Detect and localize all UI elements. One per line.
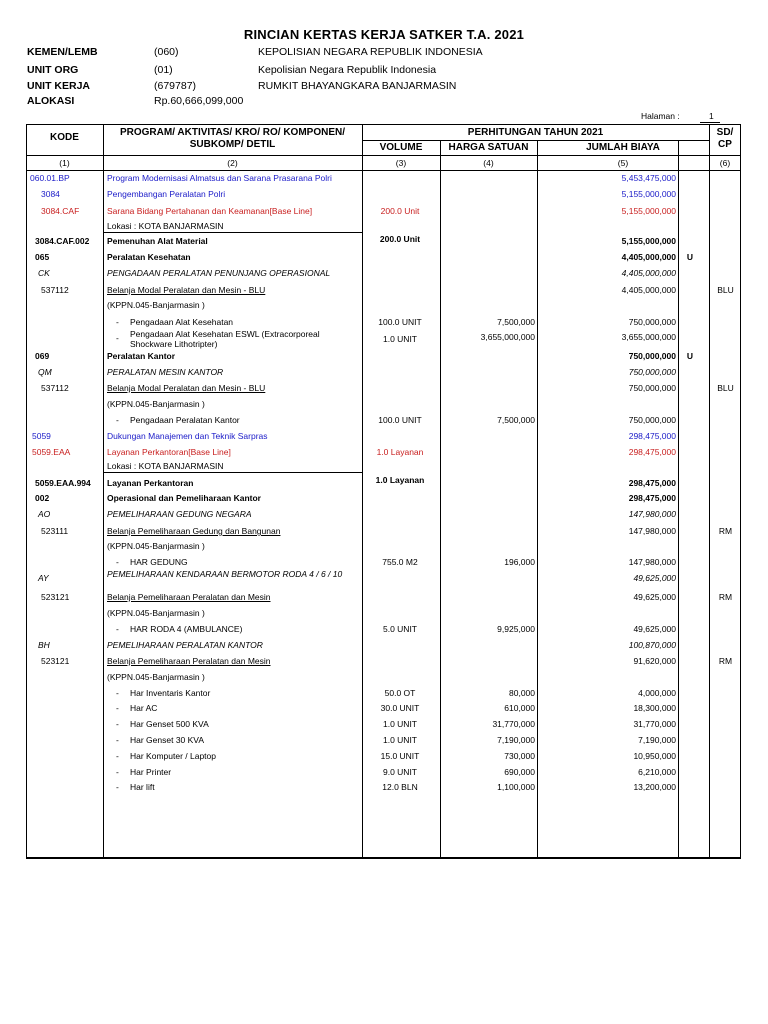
row-item: Har AC: [130, 703, 158, 713]
row-code: 523121: [41, 656, 70, 666]
row-sd: BLU: [717, 285, 734, 295]
row-code: CK: [38, 268, 50, 278]
table-bottom-line: [26, 858, 741, 859]
header-key-unit-kerja: UNIT KERJA: [27, 80, 91, 92]
page-number-underline: [700, 122, 720, 123]
row-code: 5059: [32, 431, 51, 441]
row-total: 4,405,000,000: [621, 268, 676, 278]
row-kppn: (KPPN.045-Banjarmasin ): [107, 300, 205, 310]
row-code: QM: [38, 367, 52, 377]
row-item: Pengadaan Alat Kesehatan ESWL (Extracorporeal Shockware Lithotripter): [130, 329, 320, 349]
row-volume: 755.0 M2: [382, 557, 418, 567]
page-number: 1: [709, 111, 714, 121]
col-header-harga-satuan: HARGA SATUAN: [448, 142, 529, 153]
row-price: 3,655,000,000: [480, 332, 535, 342]
row-bullet: -: [116, 333, 119, 343]
col-divider-6: [709, 124, 710, 858]
row-item: Pengadaan Alat Kesehatan: [130, 317, 234, 327]
row-location: Lokasi : KOTA BANJARMASIN: [107, 461, 224, 471]
col-header-program-line1: PROGRAM/ AKTIVITAS/ KRO/ RO/ KOMPONEN/: [119, 127, 345, 138]
row-program: Pengembangan Peralatan Polri: [107, 189, 226, 199]
row-bullet: -: [116, 767, 119, 777]
row-total: 5,155,000,000: [621, 236, 676, 246]
row-program: PEMELIHARAAN GEDUNG NEGARA: [107, 509, 252, 519]
row-u-flag: U: [686, 252, 694, 262]
row-u-flag: U: [686, 351, 694, 361]
row-code: 065: [35, 252, 50, 262]
row-total: 6,210,000: [638, 767, 676, 777]
row-total: 5,155,000,000: [621, 189, 676, 199]
row-total: 49,625,000: [633, 573, 676, 583]
row-price: 196,000: [504, 557, 535, 567]
row-price: 7,500,000: [497, 317, 535, 327]
column-number-divider: [26, 170, 741, 171]
col-divider-1: [103, 124, 104, 858]
row-program: Layanan Perkantoran: [107, 478, 194, 488]
row-program: Pemenuhan Alat Material: [107, 236, 208, 246]
row-code: 523111: [41, 526, 69, 536]
col-divider-5: [678, 140, 679, 858]
row-program: Sarana Bidang Pertahanan dan Keamanan[Base Line]: [107, 206, 313, 216]
row-volume: 1.0 Layanan: [376, 447, 424, 457]
row-total: 298,475,000: [628, 447, 676, 457]
row-kppn: (KPPN.045-Banjarmasin ): [107, 672, 205, 682]
row-total: 298,475,000: [628, 493, 676, 503]
col-header-sd: SD/: [716, 127, 734, 138]
row-item: Har lift: [130, 782, 155, 792]
row-price: 7,500,000: [497, 415, 535, 425]
header-value-unit-kerja: RUMKIT BHAYANGKARA BANJARMASIN: [258, 80, 457, 92]
row-bullet: -: [116, 415, 119, 425]
row-bullet: -: [116, 317, 119, 327]
header-value-kemen: KEPOLISIAN NEGARA REPUBLIK INDONESIA: [258, 46, 483, 58]
row-code: 5059.EAA: [32, 447, 71, 457]
row-program: PEMELIHARAAN PERALATAN KANTOR: [107, 640, 263, 650]
row-volume: 5.0 UNIT: [382, 624, 417, 634]
row-total: 750,000,000: [628, 317, 676, 327]
row-program: Dukungan Manajemen dan Teknik Sarpras: [107, 431, 268, 441]
header-key-kemen: KEMEN/LEMB: [27, 46, 98, 58]
row-code: 3084.CAF: [41, 206, 80, 216]
col-header-volume: VOLUME: [379, 142, 423, 153]
row-program: Belanja Modal Peralatan dan Mesin - BLU: [107, 285, 266, 295]
location-underline: [103, 472, 362, 473]
col-header-cp: CP: [718, 139, 732, 150]
row-item: HAR RODA 4 (AMBULANCE): [130, 624, 243, 634]
row-bullet: -: [116, 703, 119, 713]
row-total: 10,950,000: [633, 751, 676, 761]
row-total: 298,475,000: [628, 478, 676, 488]
col-number-1: (1): [59, 158, 70, 168]
row-location: Lokasi : KOTA BANJARMASIN: [107, 221, 224, 231]
row-price: 31,770,000: [492, 719, 535, 729]
row-item: Har Inventaris Kantor: [130, 688, 211, 698]
row-code: AY: [38, 573, 49, 583]
col-header-program-line2: SUBKOMP/ DETIL: [189, 139, 276, 150]
row-code: 3084: [41, 189, 60, 199]
row-code: 002: [35, 493, 50, 503]
row-total: 298,475,000: [628, 431, 676, 441]
col-header-kode: KODE: [50, 132, 79, 143]
row-code: 060.01.BP: [30, 173, 70, 183]
row-volume: 12.0 BLN: [382, 782, 418, 792]
row-total: 147,980,000: [628, 557, 676, 567]
row-bullet: -: [116, 688, 119, 698]
col-number-6: (6): [719, 158, 731, 168]
row-total: 5,155,000,000: [621, 206, 676, 216]
row-volume: 1.0 UNIT: [382, 735, 417, 745]
row-program: Program Modernisasi Almatsus dan Sarana Prasarana Polri: [107, 173, 332, 183]
row-volume: 9.0 UNIT: [382, 767, 417, 777]
row-bullet: -: [116, 751, 119, 761]
header-code-unit-org: (01): [154, 64, 173, 76]
row-item: Har Komputer / Laptop: [130, 751, 216, 761]
row-total: 91,620,000: [633, 656, 676, 666]
row-item: Har Genset 30 KVA: [130, 735, 205, 745]
row-program: Peralatan Kesehatan: [107, 252, 191, 262]
row-total: 49,625,000: [633, 592, 676, 602]
row-total: 4,405,000,000: [621, 285, 676, 295]
header-key-alokasi: ALOKASI: [27, 95, 75, 107]
row-volume: 200.0 Unit: [379, 234, 421, 244]
row-total: 13,200,000: [633, 782, 676, 792]
row-kppn: (KPPN.045-Banjarmasin ): [107, 608, 205, 618]
header-code-alokasi: Rp.60,666,099,000: [154, 95, 244, 107]
row-program: Layanan Perkantoran[Base Line]: [107, 447, 231, 457]
row-item: Har Genset 500 KVA: [130, 719, 209, 729]
col-number-4: (4): [483, 158, 494, 168]
row-total: 4,000,000: [638, 688, 676, 698]
row-volume: 100.0 UNIT: [378, 415, 422, 425]
row-code: 069: [35, 351, 50, 361]
row-total: 18,300,000: [633, 703, 676, 713]
row-sd: BLU: [717, 383, 734, 393]
row-price: 80,000: [509, 688, 535, 698]
row-code: 523121: [41, 592, 70, 602]
row-price: 730,000: [504, 751, 535, 761]
row-program: Belanja Pemeliharaan Peralatan dan Mesin: [107, 656, 271, 666]
perhitungan-divider: [362, 140, 709, 141]
row-volume: 1.0 Layanan: [375, 475, 425, 485]
header-value-unit-org: Kepolisian Negara Republik Indonesia: [258, 64, 437, 76]
row-total: 750,000,000: [628, 383, 676, 393]
row-kppn: (KPPN.045-Banjarmasin ): [107, 399, 205, 409]
col-header-jumlah-biaya: JUMLAH BIAYA: [586, 142, 660, 153]
row-code: 3084.CAF.002: [35, 236, 90, 246]
row-volume: 30.0 UNIT: [380, 703, 420, 713]
row-price: 690,000: [504, 767, 535, 777]
row-volume: 1.0 UNIT: [382, 719, 417, 729]
row-volume: 15.0 UNIT: [380, 751, 420, 761]
row-total: 147,980,000: [628, 526, 676, 536]
row-price: 610,000: [504, 703, 535, 713]
row-program: PERALATAN MESIN KANTOR: [107, 367, 224, 377]
row-sd: RM: [718, 656, 733, 666]
row-code: BH: [38, 640, 50, 650]
row-sd: RM: [718, 592, 733, 602]
row-price: 7,190,000: [497, 735, 535, 745]
header-code-unit-kerja: (679787): [154, 80, 197, 92]
row-total: 31,770,000: [633, 719, 676, 729]
row-total: 4,405,000,000: [621, 252, 676, 262]
header-divider: [26, 155, 741, 156]
row-total: 750,000,000: [628, 415, 676, 425]
col-number-2: (2): [227, 158, 238, 168]
row-code: 537112: [41, 383, 69, 393]
row-bullet: -: [116, 557, 119, 567]
row-sd: RM: [718, 526, 733, 536]
row-program: PEMELIHARAAN KENDARAAN BERMOTOR RODA 4 / 6 / 10: [107, 569, 343, 579]
row-code: 537112: [41, 285, 69, 295]
row-item: HAR GEDUNG: [130, 557, 188, 567]
row-program: Belanja Pemeliharaan Gedung dan Bangunan: [107, 526, 281, 536]
row-price: 1,100,000: [497, 782, 535, 792]
row-code: AO: [38, 509, 51, 519]
row-volume: 1.0 UNIT: [382, 334, 417, 344]
row-bullet: -: [116, 624, 119, 634]
header-code-kemen: (060): [154, 46, 179, 58]
row-bullet: -: [116, 719, 119, 729]
location-underline: [103, 232, 362, 233]
row-total: 49,625,000: [633, 624, 676, 634]
page-label: Halaman :: [641, 111, 680, 121]
row-total: 100,870,000: [628, 640, 676, 650]
row-code: 5059.EAA.994: [35, 478, 91, 488]
row-volume: 50.0 OT: [384, 688, 416, 698]
row-total: 5,453,475,000: [621, 173, 676, 183]
document-title: RINCIAN KERTAS KERJA SATKER T.A. 2021: [243, 27, 525, 42]
row-total: 7,190,000: [638, 735, 676, 745]
row-program: Peralatan Kantor: [107, 351, 176, 361]
row-kppn: (KPPN.045-Banjarmasin ): [107, 541, 205, 551]
row-price: 9,925,000: [497, 624, 535, 634]
row-program: Belanja Modal Peralatan dan Mesin - BLU: [107, 383, 266, 393]
row-total: 750,000,000: [628, 367, 676, 377]
row-program: PENGADAAN PERALATAN PENUNJANG OPERASIONAL: [107, 268, 331, 278]
row-bullet: -: [116, 735, 119, 745]
row-volume: 100.0 UNIT: [378, 317, 422, 327]
col-number-5: (5): [617, 158, 629, 168]
row-bullet: -: [116, 782, 119, 792]
row-total: 3,655,000,000: [621, 332, 676, 342]
row-total: 147,980,000: [628, 509, 676, 519]
row-total: 750,000,000: [628, 351, 676, 361]
row-item: Har Printer: [130, 767, 172, 777]
row-program: Belanja Pemeliharaan Peralatan dan Mesin: [107, 592, 271, 602]
header-key-unit-org: UNIT ORG: [27, 64, 79, 76]
row-volume: 200.0 Unit: [380, 206, 420, 216]
col-header-perhitungan: PERHITUNGAN TAHUN 2021: [467, 127, 604, 138]
row-item: Pengadaan Peralatan Kantor: [130, 415, 240, 425]
col-number-3: (3): [395, 158, 407, 168]
row-program: Operasional dan Pemeliharaan Kantor: [107, 493, 261, 503]
